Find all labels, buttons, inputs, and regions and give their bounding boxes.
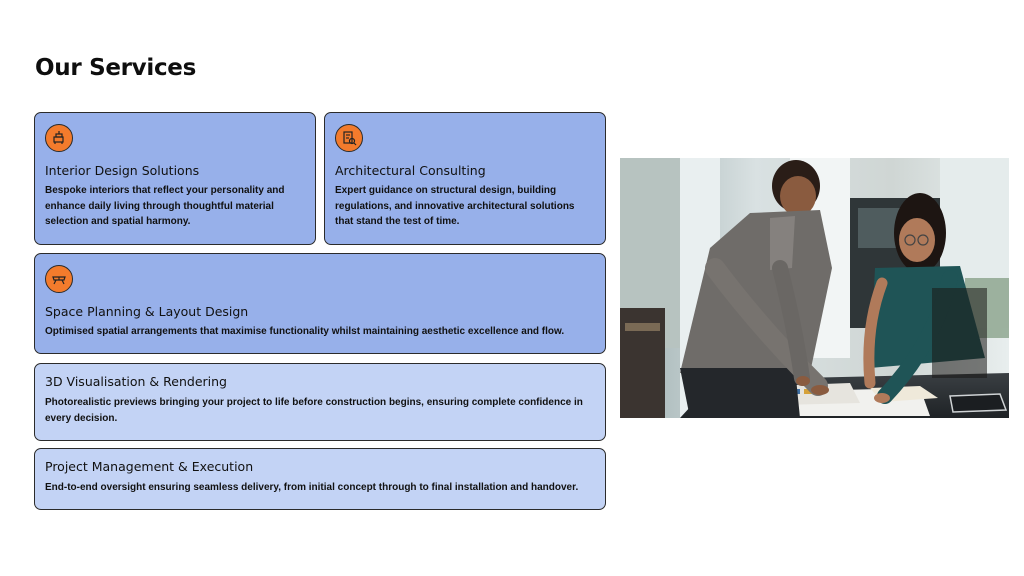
interior-design-icon (45, 124, 73, 152)
service-card-space-planning (34, 253, 606, 354)
service-card-description: Photorealistic previews bringing your project to life before construction begins, ensuring complete confidence in every decision. (45, 397, 583, 424)
service-card-description: Optimised spatial arrangements that maximise functionality whilst maintaining aesthetic excellence and flow. (45, 326, 565, 337)
service-card-description: Expert guidance on structural design, building regulations, and innovative architectural solutions that stand the test of time. (335, 185, 575, 227)
service-card-architectural-consulting (324, 112, 606, 245)
service-card-3d-visualisation (34, 363, 606, 441)
architecture-plan-icon (335, 124, 363, 152)
service-card-title: 3D Visualisation & Rendering (45, 374, 227, 389)
designers-at-desk-photo (620, 158, 1009, 418)
service-card-description: Bespoke interiors that reflect your personality and enhance daily living through thoughtful material selection and spatial harmony. (45, 185, 285, 227)
service-card-title: Architectural Consulting (335, 163, 486, 178)
service-card-title: Project Management & Execution (45, 459, 254, 474)
service-card-project-management (34, 448, 606, 510)
service-card-title: Space Planning & Layout Design (45, 304, 249, 319)
service-card-description: End-to-end oversight ensuring seamless delivery, from initial concept through to final installation and handover. (45, 482, 579, 493)
layout-ruler-icon (45, 265, 73, 293)
service-card-interior-design (34, 112, 316, 245)
service-card-title: Interior Design Solutions (45, 163, 200, 178)
page-title: Our Services (35, 55, 196, 81)
